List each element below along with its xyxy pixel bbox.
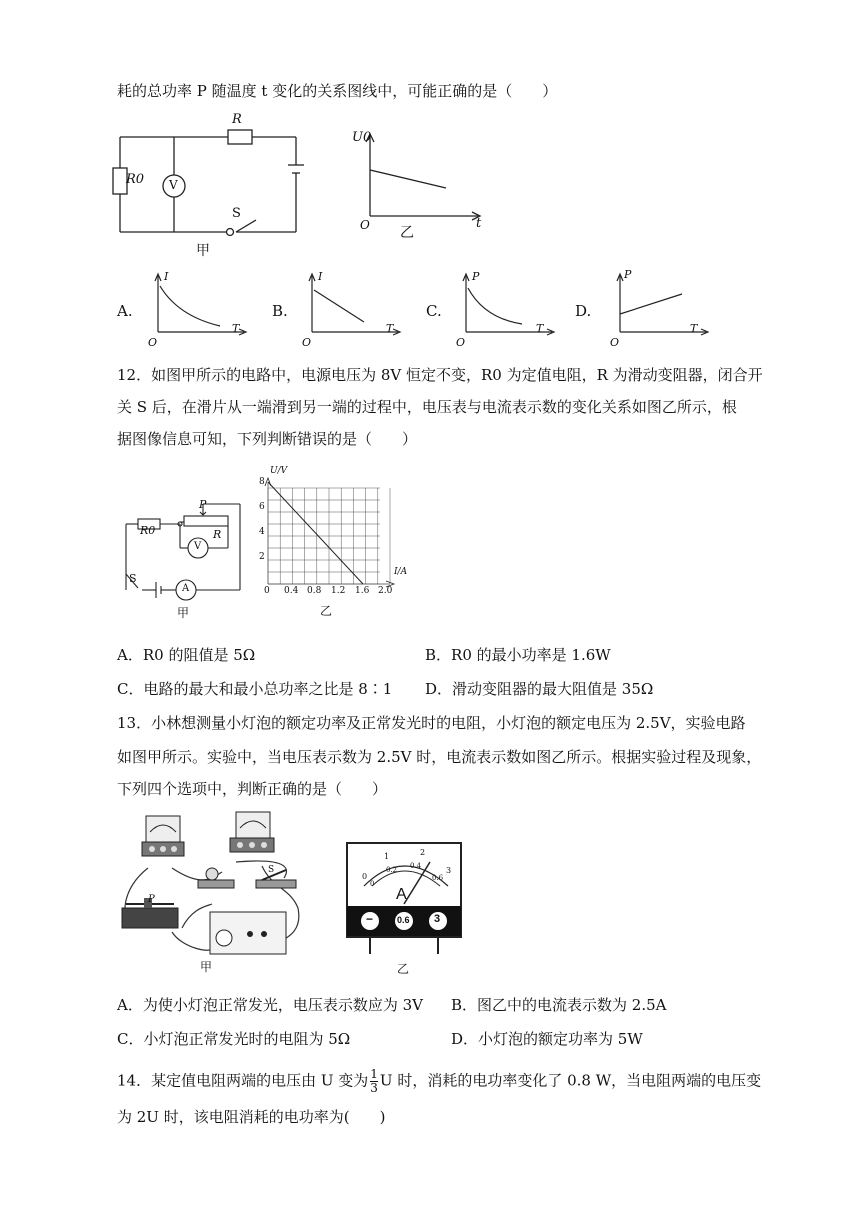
q13-option-c: C．小灯泡正常发光时的电阻为 5Ω bbox=[117, 1030, 351, 1048]
q11-b-y: I bbox=[318, 270, 323, 283]
q11-d-y: P bbox=[624, 268, 632, 281]
q12-chart-y-title: U/V bbox=[270, 466, 288, 476]
q13-terminal-06: 0.6 bbox=[397, 915, 410, 925]
q11-circuit-diagram bbox=[110, 120, 310, 260]
q13-scale-top: 3 bbox=[446, 866, 452, 875]
q13-line-2: 如图甲所示。实验中，当电压表示数为 2.5V 时，电流表示数如图乙所示。根据实验过程及现象， bbox=[117, 748, 762, 766]
q12-xtick: 0.4 bbox=[284, 586, 299, 596]
q11-yi-y-label: U0 bbox=[352, 130, 372, 145]
q12-xtick: 1.2 bbox=[331, 586, 346, 596]
q12-ytick: 8 bbox=[259, 477, 265, 487]
q12-xtick: 0 bbox=[264, 586, 270, 596]
q13-apparatus-diagram bbox=[112, 808, 312, 960]
q11-label-r: R bbox=[232, 112, 242, 127]
q12-label-v: V bbox=[194, 541, 202, 552]
q13-scale-top: 2 bbox=[420, 848, 426, 857]
q12-label-a: A bbox=[182, 583, 190, 594]
q13-scale-bottom: 0.4 bbox=[410, 862, 422, 870]
q12-line-3: 据图像信息可知，下列判断错误的是（ ） bbox=[117, 430, 418, 448]
q11-a-x: T bbox=[232, 322, 240, 335]
q14-line-1-part-a: 14．某定值电阻两端的电压由 U 变为 bbox=[117, 1071, 369, 1090]
q13-scale-bottom: 0 bbox=[370, 880, 375, 888]
q11-option-c-letter: C. bbox=[426, 302, 442, 320]
q14-fraction bbox=[370, 1068, 378, 1095]
q13-ammeter-unit: A bbox=[396, 886, 407, 903]
q11-a-y: I bbox=[164, 270, 169, 283]
q12-label-s: S bbox=[129, 572, 137, 585]
q12-chart-x-title: I/A bbox=[394, 567, 408, 577]
q11-option-d-letter: D. bbox=[575, 302, 592, 320]
q12-option-d: D．滑动变阻器的最大阻值是 35Ω bbox=[425, 680, 654, 698]
q11-yi-origin: O bbox=[360, 218, 370, 232]
q12-label-r0: R0 bbox=[140, 524, 156, 537]
q11-a-o: O bbox=[148, 336, 158, 349]
q12-option-a: A．R0 的阻值是 5Ω bbox=[117, 646, 256, 664]
q12-xtick: 0.8 bbox=[307, 586, 322, 596]
q11-d-o: O bbox=[610, 336, 620, 349]
q12-line-1: 12．如图甲所示的电路中，电源电压为 8V 恒定不变，R0 为定值电阻，R 为滑动变阻器，闭合开 bbox=[117, 366, 763, 384]
q11-option-b-letter: B. bbox=[272, 302, 288, 320]
q11-c-y: P bbox=[472, 270, 480, 283]
q13-caption-jia: 甲 bbox=[200, 960, 213, 974]
q11-caption-jia: 甲 bbox=[196, 243, 210, 259]
q13-scale-top: 1 bbox=[384, 852, 390, 861]
q14-line-1 bbox=[117, 1068, 761, 1095]
q13-line-1: 13．小林想测量小灯泡的额定功率及正常发光时的电阻，小灯泡的额定电压为 2.5V，实验电路 bbox=[117, 714, 746, 732]
q14-frac-den: 3 bbox=[370, 1081, 378, 1095]
q12-ui-graph bbox=[252, 466, 412, 596]
q14-frac-num: 1 bbox=[370, 1067, 378, 1081]
q14-line-2: 为 2U 时，该电阻消耗的电功率为( ) bbox=[117, 1108, 386, 1126]
q11-c-o: O bbox=[456, 336, 466, 349]
q11-d-x: T bbox=[690, 322, 698, 335]
q13-option-a: A．为使小灯泡正常发光，电压表示数应为 3V bbox=[117, 996, 423, 1014]
q13-caption-yi: 乙 bbox=[397, 962, 410, 976]
q13-apparatus-s-label: S bbox=[268, 865, 275, 875]
q13-scale-bottom: 0.6 bbox=[432, 874, 444, 882]
q13-option-d: D．小灯泡的额定功率为 5W bbox=[451, 1030, 643, 1048]
q11-label-r0: R0 bbox=[126, 172, 145, 187]
q12-option-c: C．电路的最大和最小总功率之比是 8∶1 bbox=[117, 680, 393, 698]
q11-option-a-letter: A. bbox=[117, 302, 133, 320]
q13-scale-bottom: 0.2 bbox=[386, 866, 398, 874]
q13-terminal-3: 3 bbox=[434, 913, 441, 925]
q11-label-s: S bbox=[232, 206, 241, 221]
q12-label-r: R bbox=[213, 528, 222, 541]
q13-scale-top: 0 bbox=[362, 872, 368, 881]
q12-caption-yi: 乙 bbox=[320, 604, 333, 618]
q13-line-3: 下列四个选项中，判断正确的是（ ） bbox=[117, 780, 388, 798]
q11-caption-yi: 乙 bbox=[400, 225, 414, 241]
q12-line-2: 关 S 后，在滑片从一端滑到另一端的过程中，电压表与电流表示数的变化关系如图乙所示，根 bbox=[117, 398, 737, 416]
q12-ytick: 2 bbox=[259, 552, 265, 562]
q11-yi-x-label: t bbox=[476, 216, 482, 231]
q14-line-1-part-b: U 时，消耗的电功率变化了 0.8 W，当电阻两端的电压变 bbox=[379, 1071, 762, 1090]
q11-label-v: V bbox=[169, 178, 178, 192]
q12-ytick: 6 bbox=[259, 502, 265, 512]
q11-b-o: O bbox=[302, 336, 312, 349]
q12-option-b: B．R0 的最小功率是 1.6W bbox=[425, 646, 611, 664]
q11-c-x: T bbox=[536, 322, 544, 335]
q12-caption-jia: 甲 bbox=[177, 606, 190, 620]
q11-b-x: T bbox=[386, 322, 394, 335]
q13-terminal-neg: − bbox=[366, 912, 374, 926]
q12-ytick: 4 bbox=[259, 527, 265, 537]
q13-option-b: B．图乙中的电流表示数为 2.5A bbox=[451, 996, 667, 1014]
q12-label-p: P bbox=[199, 498, 207, 511]
q12-xtick: 1.6 bbox=[355, 586, 370, 596]
q11-stem-end: 耗的总功率 P 随温度 t 变化的关系图线中，可能正确的是（ ） bbox=[117, 82, 558, 100]
q12-xtick: 2.0 bbox=[378, 586, 393, 596]
q13-apparatus-p-label: P bbox=[148, 894, 155, 905]
